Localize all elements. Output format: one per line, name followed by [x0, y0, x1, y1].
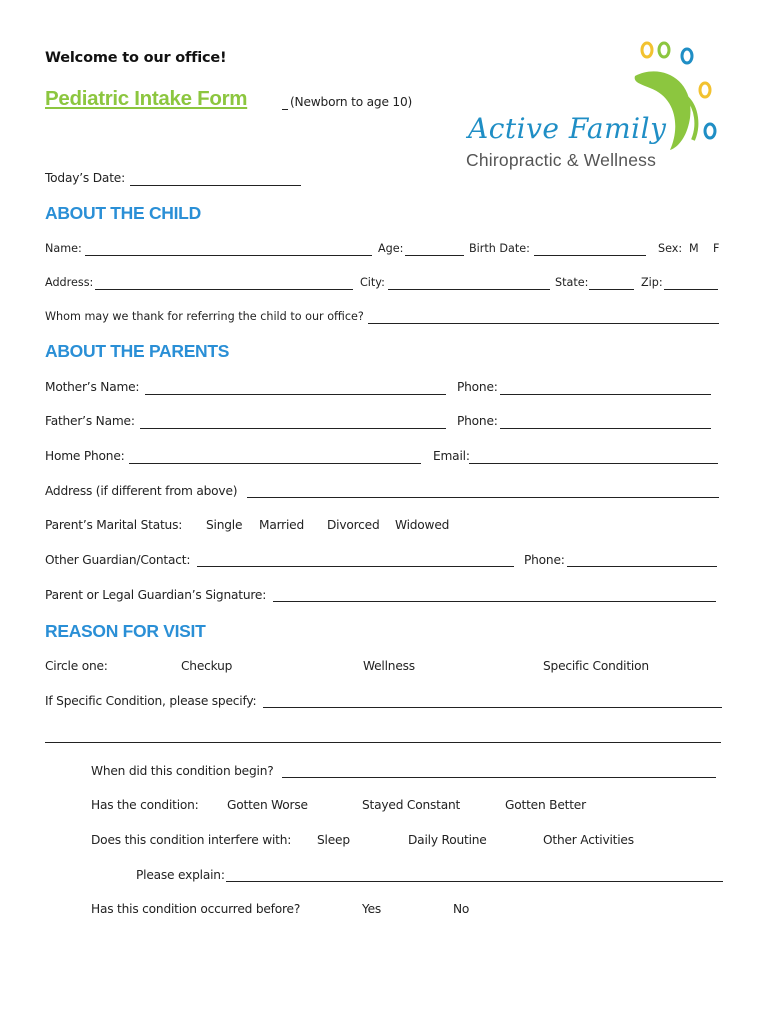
zip-label: Zip: — [641, 276, 663, 289]
marital-option-widowed[interactable]: Widowed — [395, 518, 450, 532]
birth-date-label: Birth Date: — [469, 242, 530, 255]
todays-date-label: Today’s Date: — [45, 171, 125, 185]
birth-date-field[interactable] — [534, 255, 646, 256]
condition-option-stayed-constant[interactable]: Stayed Constant — [362, 798, 461, 812]
parent-address-label: Address (if different from above) — [45, 484, 238, 498]
referral-label: Whom may we thank for referring the child to our office? — [45, 310, 364, 323]
sex-label: Sex: — [658, 242, 683, 255]
age-range: (Newborn to age 10) — [290, 95, 413, 109]
logo-name: Active Family — [468, 112, 667, 145]
home-phone-field[interactable] — [129, 463, 421, 464]
referral-field[interactable] — [368, 323, 719, 324]
child-address-label: Address: — [45, 276, 94, 289]
child-age-field[interactable] — [405, 255, 464, 256]
father-phone-label: Phone: — [457, 414, 498, 428]
has-condition-label: Has the condition: — [91, 798, 199, 812]
interfere-option-other-activities[interactable]: Other Activities — [543, 833, 634, 847]
sex-option-f[interactable]: F — [713, 242, 720, 255]
interfere-option-sleep[interactable]: Sleep — [317, 833, 350, 847]
state-label: State: — [555, 276, 589, 289]
visit-option-checkup[interactable]: Checkup — [181, 659, 233, 673]
section-heading-parents: ABOUT THE PARENTS — [45, 341, 230, 361]
specify-field[interactable] — [263, 707, 722, 708]
explain-field[interactable] — [226, 881, 723, 882]
home-phone-label: Home Phone: — [45, 449, 125, 463]
visit-option-specific-condition[interactable]: Specific Condition — [543, 659, 649, 673]
guardian-label: Other Guardian/Contact: — [45, 553, 191, 567]
child-address-field[interactable] — [95, 289, 353, 290]
interfere-label: Does this condition interfere with: — [91, 833, 292, 847]
section-heading-visit: REASON FOR VISIT — [45, 621, 206, 641]
child-name-field[interactable] — [85, 255, 372, 256]
signature-field[interactable] — [273, 601, 716, 602]
mother-name-label: Mother’s Name: — [45, 380, 140, 394]
occurred-before-no[interactable]: No — [453, 902, 470, 916]
occurred-before-yes[interactable]: Yes — [362, 902, 382, 916]
condition-began-label: When did this condition begin? — [91, 764, 274, 778]
form-title: Pediatric Intake Form — [45, 87, 248, 110]
occurred-before-label: Has this condition occurred before? — [91, 902, 301, 916]
todays-date-field[interactable] — [130, 185, 301, 186]
section-heading-child: ABOUT THE CHILD — [45, 203, 201, 223]
condition-option-gotten-worse[interactable]: Gotten Worse — [227, 798, 308, 812]
email-label: Email: — [433, 449, 470, 463]
marital-status-label: Parent’s Marital Status: — [45, 518, 183, 532]
welcome-text: Welcome to our office! — [45, 50, 227, 66]
state-field[interactable] — [589, 289, 634, 290]
father-phone-field[interactable] — [500, 428, 711, 429]
signature-label: Parent or Legal Guardian’s Signature: — [45, 588, 267, 602]
specify-field-continued[interactable] — [45, 742, 721, 743]
interfere-option-daily-routine[interactable]: Daily Routine — [408, 833, 487, 847]
father-name-field[interactable] — [140, 428, 446, 429]
condition-began-field[interactable] — [282, 777, 716, 778]
mother-phone-label: Phone: — [457, 380, 498, 394]
guardian-phone-field[interactable] — [567, 566, 717, 567]
zip-field[interactable] — [664, 289, 718, 290]
explain-label: Please explain: — [136, 868, 225, 882]
sex-option-m[interactable]: M — [689, 242, 699, 255]
guardian-phone-label: Phone: — [524, 553, 565, 567]
father-name-label: Father’s Name: — [45, 414, 135, 428]
specify-label: If Specific Condition, please specify: — [45, 694, 257, 708]
guardian-field[interactable] — [197, 566, 514, 567]
logo-tagline: Chiropractic & Wellness — [466, 150, 657, 170]
visit-option-wellness[interactable]: Wellness — [363, 659, 415, 673]
mother-name-field[interactable] — [145, 394, 446, 395]
child-age-label: Age: — [378, 242, 404, 255]
circle-one-label: Circle one: — [45, 659, 108, 673]
marital-option-single[interactable]: Single — [206, 518, 243, 532]
child-name-label: Name: — [45, 242, 82, 255]
parent-address-field[interactable] — [247, 497, 719, 498]
city-label: City: — [360, 276, 385, 289]
title-underline-gap — [282, 109, 288, 110]
marital-option-divorced[interactable]: Divorced — [327, 518, 380, 532]
condition-option-gotten-better[interactable]: Gotten Better — [505, 798, 586, 812]
email-field[interactable] — [469, 463, 718, 464]
marital-option-married[interactable]: Married — [259, 518, 305, 532]
city-field[interactable] — [388, 289, 550, 290]
mother-phone-field[interactable] — [500, 394, 711, 395]
